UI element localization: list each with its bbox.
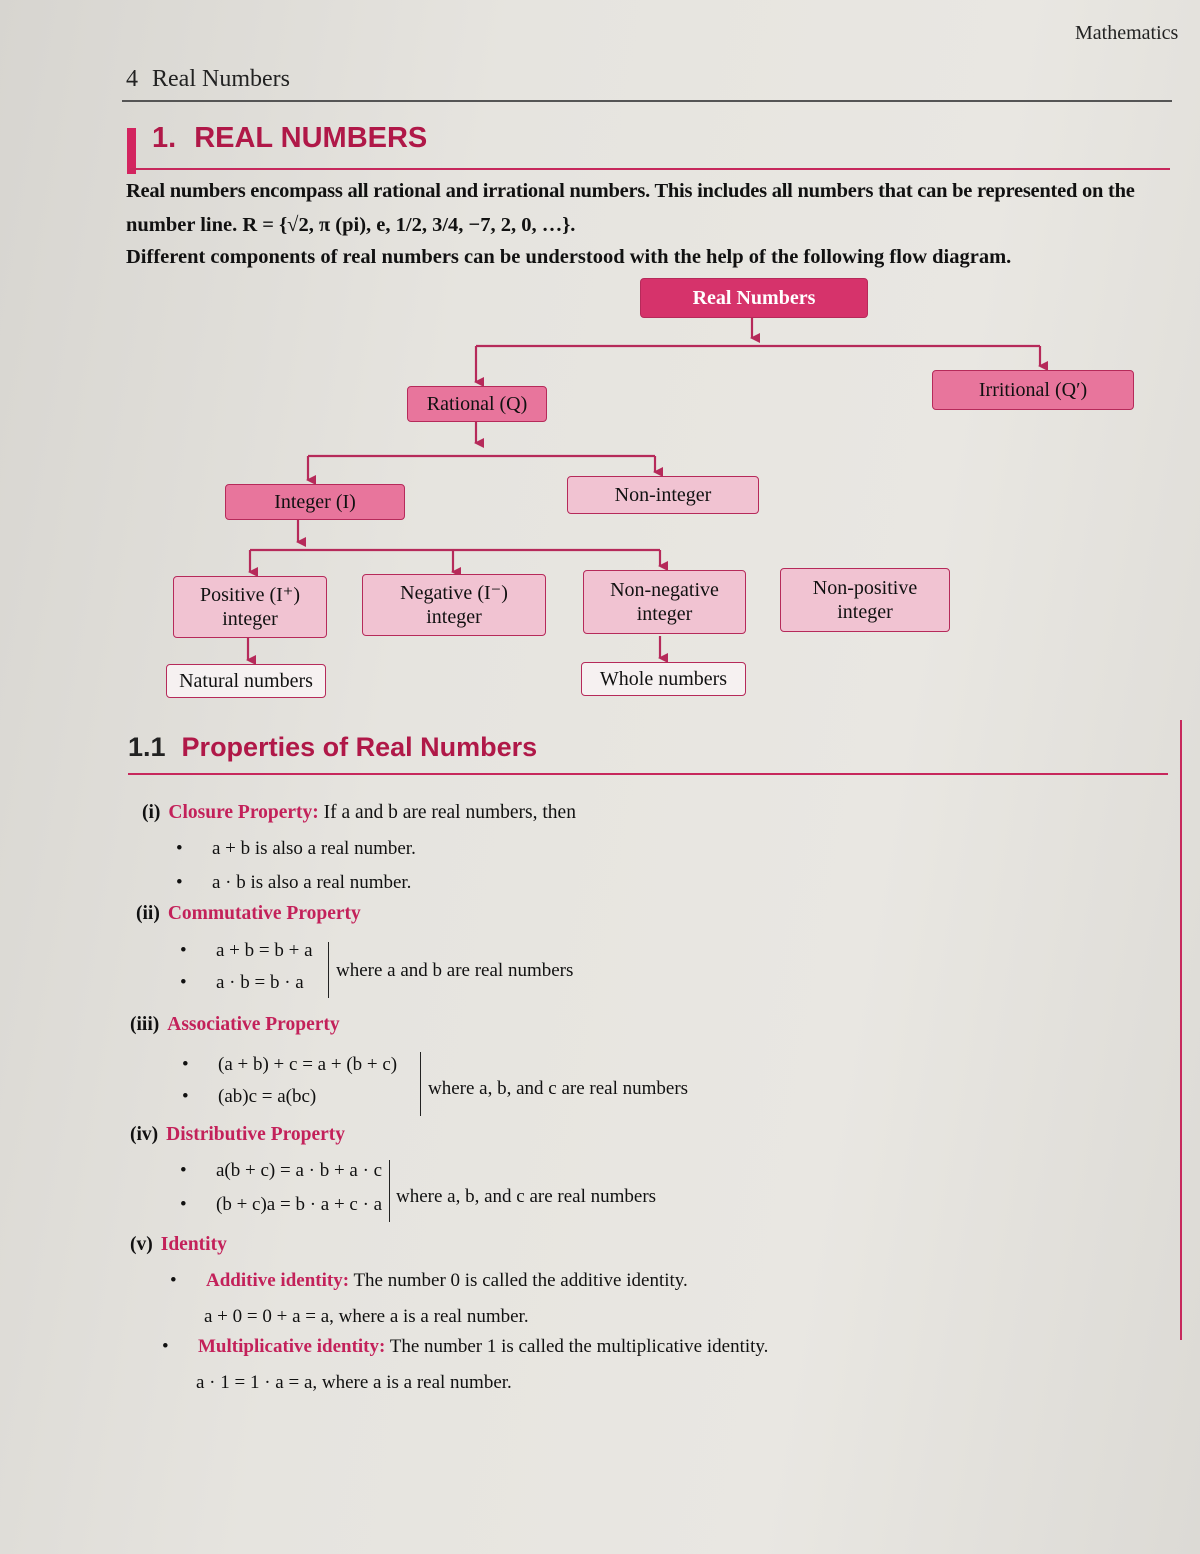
identity-property: [130, 1234, 227, 1256]
distributive-bullet-2: • (b + c)a = b · a + c · a: [216, 1194, 382, 1216]
running-header: Mathematics: [1075, 22, 1179, 44]
node-positive-line-2: integer: [222, 608, 278, 630]
closure-label: (i): [142, 802, 161, 823]
page-number: 4: [126, 66, 138, 92]
closure-bullet-1: • a + b is also a real number.: [212, 838, 416, 860]
node-rational: Rational (Q): [407, 386, 547, 422]
associative-note: where a, b, and c are real numbers: [428, 1078, 689, 1099]
additive-identity: [206, 1270, 688, 1292]
node-irrational: Irritional (Q′): [932, 370, 1134, 410]
associative-title: Associative Property: [167, 1014, 340, 1035]
multiplicative-identity-equation: a · 1 = 1 · a = a, where a is a real number.: [196, 1372, 512, 1393]
subsection-number: 1.1: [128, 732, 166, 762]
distributive-brace: [382, 1160, 390, 1222]
associative-bullet-2: • (ab)c = a(bc): [218, 1086, 316, 1108]
intro-line-1: Real numbers encompass all rational and irrational numbers. This includes all numbers that can be represented on the: [126, 180, 1135, 202]
distributive-label: (iv): [130, 1124, 159, 1145]
distributive-bullet-1: • a(b + c) = a · b + a · c: [216, 1160, 382, 1182]
node-real-numbers: Real Numbers: [640, 278, 868, 318]
commutative-brace: [322, 942, 329, 998]
commutative-bullet-1: • a + b = b + a: [216, 940, 313, 962]
associative-bullet-1: • (a + b) + c = a + (b + c): [218, 1054, 397, 1076]
closure-bullet-2: • a · b is also a real number.: [212, 872, 411, 894]
identity-title: Identity: [160, 1234, 227, 1255]
node-nonpos-line-1: Non-positive: [812, 577, 918, 599]
node-whole-numbers: Whole numbers: [581, 662, 746, 696]
multiplicative-identity-text: The number 1 is called the multiplicative identity.: [389, 1336, 769, 1357]
node-positive-integer: [173, 576, 327, 638]
subsection-rule: [128, 773, 1168, 775]
intro-line-2: number line. R = {√2, π (pi), e, 1/2, 3/4, −7, 2, 0, …}.: [126, 214, 576, 236]
associative-label: (iii): [130, 1014, 160, 1035]
node-natural-numbers: Natural numbers: [166, 664, 326, 698]
intro-line-3: Different components of real numbers can be understood with the help of the following flow diagram.: [126, 246, 1012, 268]
distributive-title: Distributive Property: [166, 1124, 346, 1145]
node-positive-line-1: Positive (I⁺): [200, 584, 300, 606]
subsection-title: [128, 732, 537, 763]
next-page-edge: [1180, 720, 1200, 1340]
additive-identity-title: Additive identity:: [206, 1270, 350, 1291]
node-integer: Integer (I): [225, 484, 405, 520]
distributive-property: [130, 1124, 345, 1146]
node-negative-line-1: Negative (I⁻): [400, 582, 508, 604]
node-negative-integer: [362, 574, 546, 636]
closure-text: If a and b are real numbers, then: [323, 802, 576, 823]
additive-identity-equation: a + 0 = 0 + a = a, where a is a real number.: [204, 1306, 529, 1327]
node-non-integer: Non-integer: [567, 476, 759, 514]
node-negative-line-2: integer: [426, 606, 482, 628]
commutative-label: (ii): [136, 903, 160, 924]
additive-identity-text: The number 0 is called the additive identity.: [353, 1270, 688, 1291]
closure-property: [142, 802, 576, 824]
commutative-property: [136, 903, 361, 925]
associative-property: [130, 1014, 340, 1036]
multiplicative-identity-title: Multiplicative identity:: [198, 1336, 386, 1357]
node-nonneg-line-1: Non-negative: [610, 579, 719, 601]
node-nonneg-line-2: integer: [636, 603, 693, 625]
multiplicative-identity: [198, 1336, 768, 1358]
subsection-title-text: Properties of Real Numbers: [181, 732, 538, 762]
closure-title: Closure Property:: [168, 802, 319, 823]
node-non-negative-integer: [583, 570, 746, 634]
section-number: 1.: [152, 122, 177, 154]
chapter-title: Real Numbers: [152, 66, 290, 92]
distributive-note: where a, b, and c are real numbers: [396, 1186, 657, 1207]
commutative-bullet-2: • a · b = b · a: [216, 972, 304, 994]
identity-label: (v): [130, 1234, 153, 1255]
associative-brace: [412, 1052, 421, 1116]
node-non-positive-integer: [780, 568, 950, 632]
commutative-title: Commutative Property: [167, 903, 361, 924]
commutative-note: where a and b are real numbers: [336, 960, 574, 981]
node-nonpos-line-2: integer: [837, 601, 893, 623]
section-title-text: REAL NUMBERS: [194, 122, 428, 154]
